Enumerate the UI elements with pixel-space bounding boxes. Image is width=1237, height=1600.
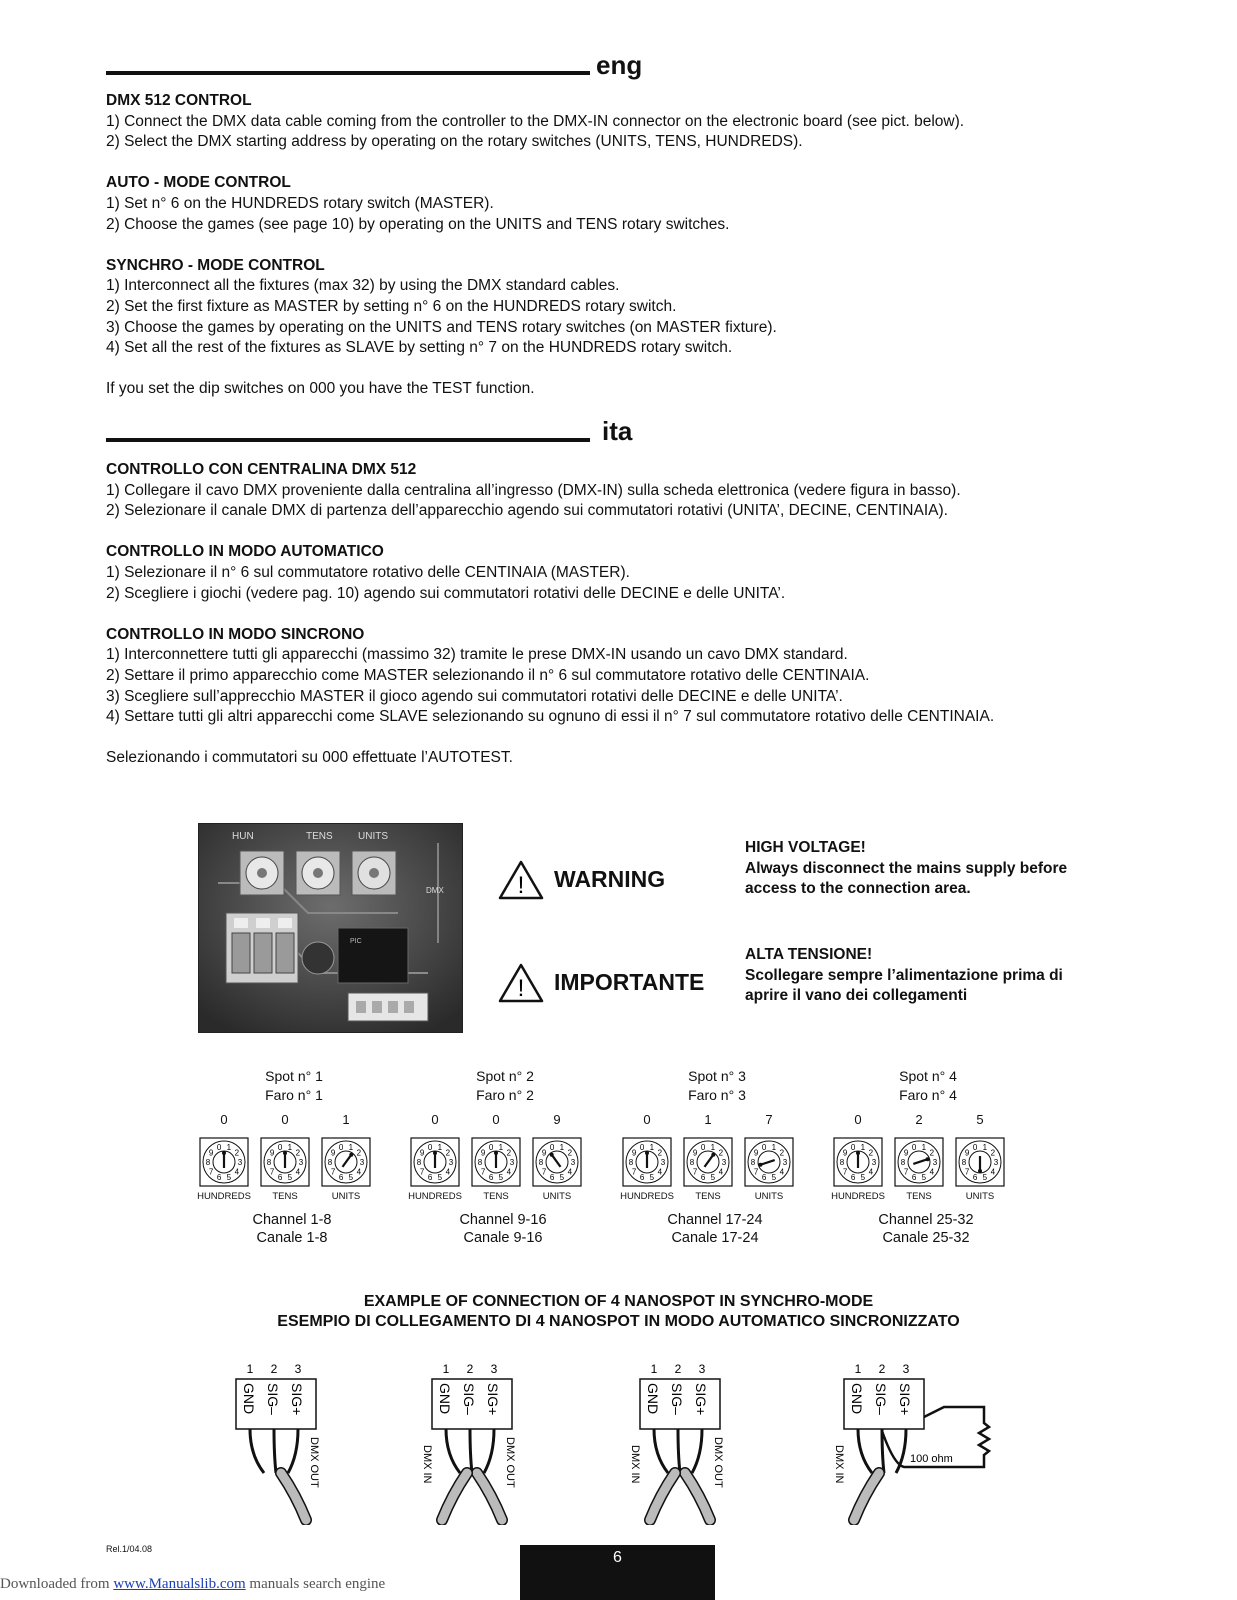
page-number-box <box>520 1545 715 1600</box>
dmx-in-label: DMX IN <box>421 1445 433 1484</box>
dial-digit: 9 <box>631 1148 637 1158</box>
eng-test-note: If you set the dip switches on 000 you have the TEST function. <box>106 380 535 398</box>
dial-digit: 8 <box>327 1158 333 1167</box>
alta-tensione-title: ALTA TENSIONE! <box>745 946 873 963</box>
dial-digit: 3 <box>237 1158 243 1167</box>
switch-setting-digit: 0 <box>854 1112 862 1127</box>
wire <box>692 1429 702 1473</box>
dial-digit: 5 <box>226 1173 232 1183</box>
dial-digit: 1 <box>771 1142 777 1152</box>
pin-number: 2 <box>878 1362 886 1376</box>
eng-dmx-line-1: 1) Connect the DMX data cable coming from the controller to the DMX-IN connector on the electronic board (see pict. below). <box>106 112 965 130</box>
dial-digit: 4 <box>779 1167 785 1177</box>
dial-digit: 5 <box>649 1173 655 1183</box>
wire <box>858 1429 872 1473</box>
rotary-switch-icon <box>683 1137 733 1187</box>
dial-digit: 6 <box>427 1173 433 1183</box>
dial-digit: 1 <box>649 1142 655 1152</box>
dial-digit: 0 <box>911 1142 917 1152</box>
dial-digit: 9 <box>330 1148 336 1158</box>
dial-digit: 0 <box>972 1142 978 1152</box>
dial-digit: 8 <box>266 1158 272 1167</box>
dial-digit: 7 <box>208 1167 214 1177</box>
importante-label: IMPORTANTE <box>554 969 705 995</box>
download-prefix: Downloaded from <box>0 1576 114 1592</box>
spot-label: Spot n° 1 <box>265 1068 323 1084</box>
dial-digit: 8 <box>477 1158 483 1167</box>
wire <box>678 1429 680 1473</box>
dial-digit: 1 <box>921 1142 927 1152</box>
pin-name: GND <box>849 1383 865 1415</box>
dial-digit: 9 <box>419 1148 425 1158</box>
dial-digit: 4 <box>567 1167 573 1177</box>
dmx-out-label: DMX OUT <box>712 1437 724 1488</box>
dial-digit: 9 <box>753 1148 759 1158</box>
pin-name: SIG+ <box>485 1383 501 1416</box>
dial-digit: 4 <box>356 1167 362 1177</box>
dial-digit: 1 <box>287 1142 293 1152</box>
dial-digit: 8 <box>689 1158 695 1167</box>
switch-label: UNITS <box>965 1191 995 1202</box>
ita-auto-line-1: 1) Selezionare il n° 6 sul commutatore rotativo delle CENTINAIA (MASTER). <box>106 563 630 581</box>
dial-digit: 2 <box>868 1148 874 1158</box>
pin-name: SIG+ <box>289 1383 305 1416</box>
dial-digit: 7 <box>631 1167 637 1177</box>
rotary-switch-icon <box>744 1137 794 1187</box>
switch-label: UNITS <box>754 1191 784 1202</box>
dial-digit: 2 <box>657 1148 663 1158</box>
dial-digit: 8 <box>205 1158 211 1167</box>
dial-digit: 2 <box>234 1148 240 1158</box>
ita-test-note: Selezionando i commutatori su 000 effettuate l’AUTOTEST. <box>106 749 513 767</box>
dial-digit: 3 <box>871 1158 877 1167</box>
switch-label: UNITS <box>542 1191 572 1202</box>
dial-digit: 0 <box>850 1142 856 1152</box>
dial-digit: 6 <box>761 1173 767 1183</box>
pin-number: 1 <box>246 1362 254 1376</box>
dial-digit: 6 <box>972 1173 978 1183</box>
faro-label: Faro n° 2 <box>476 1087 534 1103</box>
channel-caption <box>413 1211 593 1247</box>
pin-number: 1 <box>854 1362 862 1376</box>
dial-digit: 2 <box>779 1148 785 1158</box>
dial-digit: 4 <box>506 1167 512 1177</box>
dial-digit: 4 <box>990 1167 996 1177</box>
rotary-switch-icon <box>471 1137 521 1187</box>
high-voltage-note <box>745 838 1185 900</box>
switch-label: TENS <box>272 1191 298 1202</box>
wiring-diagrams <box>0 1355 1237 1525</box>
wire <box>274 1429 276 1473</box>
eng-dmx-line-2: 2) Select the DMX starting address by operating on the rotary switches (UNITS, TENS, HUNDREDS). <box>106 133 803 151</box>
dial-digit: 7 <box>903 1167 909 1177</box>
example-title-eng: EXAMPLE OF CONNECTION OF 4 NANOSPOT IN SYNCHRO-MODE <box>363 1293 874 1310</box>
high-voltage-line-1: Always disconnect the mains supply before <box>745 859 1068 877</box>
eng-language-tag: eng <box>596 50 643 80</box>
dial-digit: 8 <box>538 1158 544 1167</box>
dial-digit: 3 <box>448 1158 454 1167</box>
rotary-switch-icon <box>410 1137 460 1187</box>
wire <box>446 1429 460 1473</box>
dial-digit: 7 <box>330 1167 336 1177</box>
switch-label: TENS <box>695 1191 721 1202</box>
dial-digit: 1 <box>559 1142 565 1152</box>
dmx-in-label: DMX IN <box>833 1445 845 1484</box>
manualslib-link[interactable]: www.Manualslib.com <box>113 1576 246 1592</box>
spot-label: Spot n° 3 <box>688 1068 746 1084</box>
dial-digit: 9 <box>903 1148 909 1158</box>
channel-label: Channel 9-16 <box>459 1212 547 1228</box>
pin-name: SIG– <box>265 1383 281 1415</box>
dial-digit: 6 <box>338 1173 344 1183</box>
switch-setting-digit: 7 <box>765 1112 773 1127</box>
dial-digit: 8 <box>416 1158 422 1167</box>
channel-label: Channel 1-8 <box>252 1212 332 1228</box>
dial-digit: 7 <box>753 1167 759 1177</box>
dial-digit: 7 <box>692 1167 698 1177</box>
dial-digit: 9 <box>692 1148 698 1158</box>
canale-label: Canale 17-24 <box>671 1230 759 1246</box>
eng-header-rule <box>106 71 590 75</box>
dial-digit: 4 <box>234 1167 240 1177</box>
faro-label: Faro n° 1 <box>265 1087 323 1103</box>
board-label-tens: TENS <box>306 831 333 842</box>
board-rotary-switch-units <box>352 851 396 895</box>
board-chip <box>338 928 408 983</box>
dial-digit: 0 <box>427 1142 433 1152</box>
ita-auto-heading: CONTROLLO IN MODO AUTOMATICO <box>106 543 384 561</box>
switch-label: TENS <box>906 1191 932 1202</box>
dial-digit: 7 <box>541 1167 547 1177</box>
dial-digit: 9 <box>964 1148 970 1158</box>
dial-digit: 9 <box>208 1148 214 1158</box>
dial-digit: 9 <box>269 1148 275 1158</box>
dial-digit: 9 <box>480 1148 486 1158</box>
ita-dmx-heading: CONTROLLO CON CENTRALINA DMX 512 <box>106 461 417 478</box>
dial-digit: 6 <box>549 1173 555 1183</box>
dial-digit: 1 <box>982 1142 988 1152</box>
board-label-dmx: DMX <box>426 886 444 895</box>
channel-label: Channel 25-32 <box>878 1212 974 1228</box>
dial-digit: 2 <box>506 1148 512 1158</box>
switch-label: TENS <box>483 1191 509 1202</box>
dial-digit: 6 <box>911 1173 917 1183</box>
dial-digit: 3 <box>359 1158 365 1167</box>
dial-digit: 3 <box>721 1158 727 1167</box>
dial-digit: 0 <box>761 1142 767 1152</box>
rotary-switch-icon <box>894 1137 944 1187</box>
dial-digit: 1 <box>437 1142 443 1152</box>
pin-number: 3 <box>490 1362 498 1376</box>
dial-digit: 2 <box>990 1148 996 1158</box>
rotary-switch-icon <box>260 1137 310 1187</box>
dmx-in-label: DMX IN <box>629 1445 641 1484</box>
dial-digit: 4 <box>868 1167 874 1177</box>
ita-synchro-line-4: 4) Settare tutti gli altri apparecchi come SLAVE selezionando su ognuno di essi il n° 7 sul commutatore rotativo delle CENTINAIA. <box>106 708 995 726</box>
switch-label: UNITS <box>331 1191 361 1202</box>
dial-digit: 0 <box>488 1142 494 1152</box>
spot-label: Spot n° 2 <box>476 1068 534 1084</box>
dial-digit: 1 <box>226 1142 232 1152</box>
dial-digit: 6 <box>488 1173 494 1183</box>
dial-digit: 7 <box>480 1167 486 1177</box>
warning-triangle-icon <box>498 860 544 900</box>
board-label-units: UNITS <box>358 831 388 842</box>
wire <box>288 1429 298 1473</box>
board-capacitor <box>302 942 334 974</box>
dial-digit: 1 <box>710 1142 716 1152</box>
rotary-switch-icon <box>532 1137 582 1187</box>
pin-name: GND <box>645 1383 661 1415</box>
dial-digit: 6 <box>850 1173 856 1183</box>
alta-tensione-line-1: Scollegare sempre l’alimentazione prima di <box>745 966 1063 984</box>
dial-digit: 5 <box>498 1173 504 1183</box>
dial-digit: 5 <box>710 1173 716 1183</box>
dial-digit: 6 <box>216 1173 222 1183</box>
wire <box>470 1429 472 1473</box>
eng-dmx-heading: DMX 512 CONTROL <box>106 92 252 109</box>
dial-digit: 2 <box>445 1148 451 1158</box>
dial-digit: 9 <box>842 1148 848 1158</box>
eng-synchro-line-4: 4) Set all the rest of the fixtures as SLAVE by setting n° 7 on the HUNDREDS rotary switch. <box>106 339 733 357</box>
dial-digit: 5 <box>982 1173 988 1183</box>
dial-digit: 8 <box>900 1158 906 1167</box>
dial-digit: 0 <box>338 1142 344 1152</box>
eng-synchro-line-2: 2) Set the first fixture as MASTER by setting n° 6 on the HUNDREDS rotary switch. <box>106 297 677 315</box>
dial-digit: 2 <box>718 1148 724 1158</box>
dial-digit: 2 <box>295 1148 301 1158</box>
download-suffix: manuals search engine <box>245 1576 386 1592</box>
pin-name: GND <box>437 1383 453 1415</box>
channel-label: Channel 17-24 <box>667 1212 763 1228</box>
switch-setting-digit: 0 <box>492 1112 500 1127</box>
switch-setting-digit: 9 <box>553 1112 561 1127</box>
eng-auto-line-2: 2) Choose the games (see page 10) by operating on the UNITS and TENS rotary switches. <box>106 215 730 233</box>
dial-digit: 2 <box>356 1148 362 1158</box>
dial-digit: 5 <box>860 1173 866 1183</box>
dial-digit: 8 <box>628 1158 634 1167</box>
high-voltage-line-2: access to the connection area. <box>745 880 971 898</box>
switch-setting-digit: 1 <box>342 1112 350 1127</box>
dial-digit: 5 <box>559 1173 565 1183</box>
dial-digit: 3 <box>298 1158 304 1167</box>
board-terminal-block <box>226 913 298 983</box>
dial-digit: 4 <box>657 1167 663 1177</box>
pin-name: GND <box>241 1383 257 1415</box>
ita-header-rule <box>106 438 590 442</box>
dial-digit: 0 <box>700 1142 706 1152</box>
resistor-label: 100 ohm <box>910 1453 953 1465</box>
eng-section <box>106 91 1216 400</box>
dial-digit: 8 <box>750 1158 756 1167</box>
release-label: Rel.1/04.08 <box>106 1544 153 1554</box>
switch-setting-digit: 0 <box>643 1112 651 1127</box>
rotary-switch-icon <box>321 1137 371 1187</box>
channel-caption <box>836 1211 1016 1247</box>
switch-label: HUNDREDS <box>620 1191 674 1202</box>
alta-tensione-line-2: aprire il vano dei collegamenti <box>745 987 968 1005</box>
ita-synchro-line-3: 3) Scegliere sull’apprecchio MASTER il gioco agendo sui commutatori rotativi delle DECINE e delle UNITA’. <box>106 687 843 705</box>
ita-dmx-line-1: 1) Collegare il cavo DMX proveniente dalla centralina all’ingresso (DMX-IN) sulla scheda elettronica (vedere figura in basso). <box>106 481 961 499</box>
pin-number: 1 <box>442 1362 450 1376</box>
wire <box>250 1429 264 1473</box>
dial-digit: 1 <box>860 1142 866 1152</box>
dial-digit: 3 <box>782 1158 788 1167</box>
dial-digit: 6 <box>700 1173 706 1183</box>
dial-digit: 4 <box>929 1167 935 1177</box>
board-rotary-switch-tens <box>296 851 340 895</box>
faro-label: Faro n° 4 <box>899 1087 957 1103</box>
dial-digit: 4 <box>445 1167 451 1177</box>
dial-digit: 5 <box>921 1173 927 1183</box>
pin-number: 2 <box>270 1362 278 1376</box>
spot-label: Spot n° 4 <box>899 1068 957 1084</box>
dial-digit: 6 <box>639 1173 645 1183</box>
switch-label: HUNDREDS <box>831 1191 885 1202</box>
dial-digit: 0 <box>639 1142 645 1152</box>
ita-synchro-line-1: 1) Interconnettere tutti gli apparecchi (massimo 32) tramite le prese DMX-IN usando un cavo DMX standard. <box>106 646 848 664</box>
eng-auto-heading: AUTO - MODE CONTROL <box>106 174 291 192</box>
spot-caption <box>637 1067 797 1105</box>
dial-digit: 0 <box>216 1142 222 1152</box>
spot-caption <box>214 1067 374 1105</box>
svg-text:PIC: PIC <box>350 938 362 945</box>
dmx-out-label: DMX OUT <box>504 1437 516 1488</box>
channel-caption <box>202 1211 382 1247</box>
rotary-switch-icon <box>833 1137 883 1187</box>
dial-digit: 2 <box>929 1148 935 1158</box>
svg-text:!: ! <box>517 975 525 1002</box>
ita-synchro-heading: CONTROLLO IN MODO SINCRONO <box>106 625 365 643</box>
dial-digit: 0 <box>277 1142 283 1152</box>
switch-label: HUNDREDS <box>197 1191 251 1202</box>
pin-name: SIG+ <box>693 1383 709 1416</box>
ita-dmx-line-2: 2) Selezionare il canale DMX di partenza dell’apparecchio agendo sui commutatori rotativi (UNITA’, DECINE, CENTINAIA). <box>106 502 948 520</box>
eng-synchro-line-3: 3) Choose the games by operating on the UNITS and TENS rotary switches (on MASTER fixture). <box>106 318 777 336</box>
ita-section <box>106 460 1216 769</box>
channel-caption <box>625 1211 805 1247</box>
switch-setting-digit: 1 <box>704 1112 712 1127</box>
dial-digit: 5 <box>437 1173 443 1183</box>
rotary-switch-icon <box>622 1137 672 1187</box>
pin-name: SIG– <box>873 1383 889 1415</box>
example-title-ita: ESEMPIO DI COLLEGAMENTO DI 4 NANOSPOT IN MODO AUTOMATICO SINCRONIZZATO <box>277 1313 960 1330</box>
eng-auto-line-1: 1) Set n° 6 on the HUNDREDS rotary switch (MASTER). <box>106 194 494 212</box>
rotary-switch-icon <box>199 1137 249 1187</box>
pin-number: 3 <box>902 1362 910 1376</box>
spot-caption <box>848 1067 1008 1105</box>
pin-number: 3 <box>698 1362 706 1376</box>
dial-digit: 3 <box>932 1158 938 1167</box>
pin-number: 2 <box>466 1362 474 1376</box>
ita-auto-line-2: 2) Scegliere i giochi (vedere pag. 10) agendo sui commutatori rotativi delle DECINE e delle UNITA’. <box>106 584 786 602</box>
pin-name: SIG– <box>669 1383 685 1415</box>
board-label-hun: HUN <box>232 831 254 842</box>
dial-digit: 5 <box>771 1173 777 1183</box>
pin-number: 1 <box>650 1362 658 1376</box>
dial-digit: 1 <box>348 1142 354 1152</box>
pin-name: SIG+ <box>897 1383 913 1416</box>
dial-digit: 6 <box>277 1173 283 1183</box>
dial-digit: 3 <box>509 1158 515 1167</box>
canale-label: Canale 25-32 <box>882 1230 970 1246</box>
board-rotary-switch-hun <box>240 851 284 895</box>
dial-digit: 1 <box>498 1142 504 1152</box>
eng-synchro-line-1: 1) Interconnect all the fixtures (max 32) by using the DMX standard cables. <box>106 277 620 295</box>
switch-setting-digit: 0 <box>281 1112 289 1127</box>
dial-digit: 3 <box>993 1158 999 1167</box>
ita-language-tag: ita <box>602 416 633 446</box>
pin-name: SIG– <box>461 1383 477 1415</box>
dial-digit: 4 <box>718 1167 724 1177</box>
dial-digit: 8 <box>839 1158 845 1167</box>
rotary-switch-icon <box>955 1137 1005 1187</box>
spot-caption <box>425 1067 585 1105</box>
dial-digit: 4 <box>295 1167 301 1177</box>
switch-label: HUNDREDS <box>408 1191 462 1202</box>
page-number: 6 <box>613 1549 622 1566</box>
switch-setting-digit: 0 <box>431 1112 439 1127</box>
warning-label: WARNING <box>554 866 666 892</box>
dial-digit: 3 <box>570 1158 576 1167</box>
faro-label: Faro n° 3 <box>688 1087 746 1103</box>
alta-tensione-note <box>745 945 1185 1007</box>
download-notice <box>0 1576 385 1593</box>
dial-digit: 3 <box>660 1158 666 1167</box>
dial-digit: 2 <box>567 1148 573 1158</box>
canale-label: Canale 9-16 <box>463 1230 543 1246</box>
dial-digit: 8 <box>961 1158 967 1167</box>
pin-number: 2 <box>674 1362 682 1376</box>
switch-setting-digit: 0 <box>220 1112 228 1127</box>
dial-digit: 5 <box>287 1173 293 1183</box>
dial-digit: 7 <box>964 1167 970 1177</box>
wire <box>654 1429 668 1473</box>
importante-triangle-icon <box>498 963 544 1003</box>
wire <box>484 1429 494 1473</box>
dial-digit: 5 <box>348 1173 354 1183</box>
board-photo <box>198 823 463 1033</box>
dmx-out-label: DMX OUT <box>308 1437 320 1488</box>
dial-digit: 7 <box>269 1167 275 1177</box>
switch-setting-digit: 5 <box>976 1112 984 1127</box>
svg-text:!: ! <box>517 872 525 899</box>
high-voltage-title: HIGH VOLTAGE! <box>745 839 866 856</box>
canale-label: Canale 1-8 <box>256 1230 328 1246</box>
dial-digit: 7 <box>842 1167 848 1177</box>
dial-digit: 0 <box>549 1142 555 1152</box>
pin-number: 3 <box>294 1362 302 1376</box>
dial-digit: 7 <box>419 1167 425 1177</box>
ita-synchro-line-2: 2) Settare il primo apparecchio come MASTER selezionando il n° 6 sul commutatore rotativo delle CENTINAIA. <box>106 666 870 684</box>
dial-digit: 9 <box>541 1148 547 1158</box>
switch-setting-digit: 2 <box>915 1112 923 1127</box>
eng-synchro-heading: SYNCHRO - MODE CONTROL <box>106 256 325 274</box>
